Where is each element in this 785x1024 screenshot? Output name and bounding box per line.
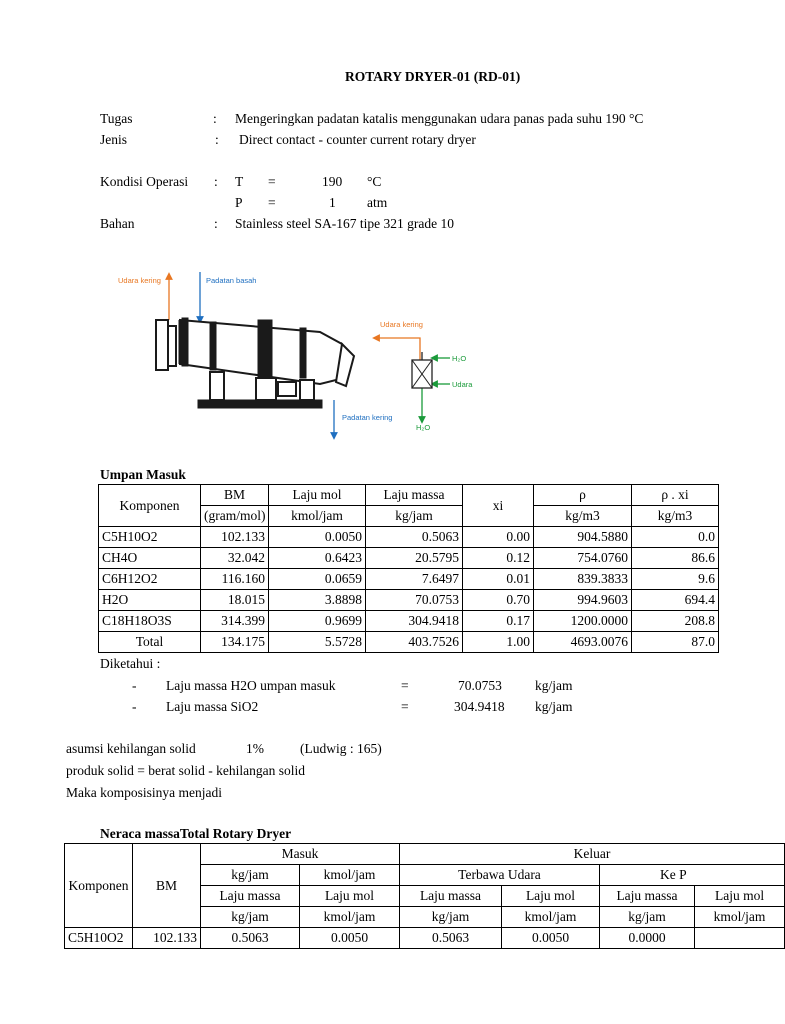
cell-xi: 0.01 (463, 569, 534, 590)
col-masuk: Masuk (201, 844, 400, 865)
col-lajumol: Laju mol (502, 886, 600, 907)
cell-rhoxi: 86.6 (632, 548, 719, 569)
bahan-label: Bahan (100, 216, 135, 231)
col-lajumassa: Laju massa (400, 886, 502, 907)
col-lajumol: Laju mol (269, 485, 366, 506)
cell-rho: 839.3833 (534, 569, 632, 590)
cell-komponen: C5H10O2 (65, 928, 133, 949)
cell-bm: 102.133 (201, 527, 269, 548)
cell-masuk-massa: 0.5063 (201, 928, 300, 949)
cell-komponen: CH4O (99, 548, 201, 569)
cell-rho: 754.0760 (534, 548, 632, 569)
cell-rho: 994.9603 (534, 590, 632, 611)
item-dash: - (132, 678, 137, 693)
cell-mol: 3.8898 (269, 590, 366, 611)
cell-xi: 0.12 (463, 548, 534, 569)
colon: : (215, 132, 219, 147)
table-row (99, 590, 719, 611)
arrow-udara-kering-in (376, 338, 420, 360)
temp-symbol: T (235, 174, 244, 189)
udara-label: Udara (452, 380, 473, 389)
cell-massa: 70.0753 (366, 590, 463, 611)
cell-total-rho: 4693.0076 (534, 632, 632, 653)
table-row (99, 527, 719, 548)
diketahui-label: Diketahui : (100, 656, 161, 671)
page-title: ROTARY DRYER-01 (RD-01) (345, 69, 521, 84)
colon: : (214, 174, 218, 189)
col-bm: BM (201, 485, 269, 506)
bahan-value: Stainless steel SA-167 tipe 321 grade 10 (235, 216, 454, 231)
item-text: Laju massa SiO2 (166, 699, 259, 714)
col-unit-kgjam: kg/jam (400, 907, 502, 928)
cell-ke-p-mol (695, 928, 785, 949)
padatan-basah-label: Padatan basah (206, 276, 257, 285)
colon: : (214, 216, 218, 231)
temp-unit: °C (367, 174, 382, 189)
item-dash: - (132, 699, 137, 714)
table-row (99, 548, 719, 569)
col-lajumol: Laju mol (695, 886, 785, 907)
col-unit-kgjam: kg/jam (201, 907, 300, 928)
total-row (99, 632, 719, 653)
jenis-label: Jenis (100, 132, 127, 147)
jenis-value: Direct contact - counter current rotary dryer (239, 132, 476, 147)
tugas-value: Mengeringkan padatan katalis menggunakan udara panas pada suhu 190 °C (235, 111, 644, 126)
table-row (99, 569, 719, 590)
komposisi-text: Maka komposisinya menjadi (66, 785, 222, 800)
cell-bm: 32.042 (201, 548, 269, 569)
cell-rhoxi: 208.8 (632, 611, 719, 632)
pressure-symbol: P (235, 195, 243, 210)
umpan-heading: Umpan Masuk (100, 467, 186, 482)
cell-bm: 102.133 (133, 928, 201, 949)
cell-ke-p-massa: 0.0000 (600, 928, 695, 949)
cell-total-bm: 134.175 (201, 632, 269, 653)
cell-bm: 116.160 (201, 569, 269, 590)
col-masuk-kmoljam: kmol/jam (300, 865, 400, 886)
col-komponen: Komponen (65, 844, 133, 928)
cell-massa: 20.5795 (366, 548, 463, 569)
cell-massa: 0.5063 (366, 527, 463, 548)
cell-komponen: H2O (99, 590, 201, 611)
pressure-value: 1 (329, 195, 336, 210)
cell-rhoxi: 0.0 (632, 527, 719, 548)
col-rho-unit: kg/m3 (534, 506, 632, 527)
cell-mol: 0.9699 (269, 611, 366, 632)
col-lajumassa: Laju massa (366, 485, 463, 506)
cell-xi: 0.00 (463, 527, 534, 548)
temp-equals: = (268, 174, 276, 189)
pressure-equals: = (268, 195, 276, 210)
col-rhoxi: ρ . xi (632, 485, 719, 506)
item-eq: = (401, 699, 409, 714)
col-lajumassa: Laju massa (201, 886, 300, 907)
item-text: Laju massa H2O umpan masuk (166, 678, 336, 693)
cell-total-mol: 5.5728 (269, 632, 366, 653)
item-eq: = (401, 678, 409, 693)
h2o-bottom-label: H₂O (416, 423, 431, 432)
col-lajumassa: Laju massa (600, 886, 695, 907)
cell-mol: 0.6423 (269, 548, 366, 569)
col-lajumassa-unit: kg/jam (366, 506, 463, 527)
cell-komponen: C18H18O3S (99, 611, 201, 632)
cell-terbawa-massa: 0.5063 (400, 928, 502, 949)
cell-komponen: C5H10O2 (99, 527, 201, 548)
tugas-label: Tugas (100, 111, 133, 126)
col-lajumol-unit: kmol/jam (269, 506, 366, 527)
padatan-kering-label: Padatan kering (342, 413, 393, 422)
rotary-dryer-diagram (110, 260, 473, 440)
cell-rho: 1200.0000 (534, 611, 632, 632)
col-unit-kmoljam: kmol/jam (300, 907, 400, 928)
colon: : (213, 111, 217, 126)
cell-rhoxi: 694.4 (632, 590, 719, 611)
pressure-unit: atm (367, 195, 388, 210)
cell-komponen: C6H12O2 (99, 569, 201, 590)
col-rho: ρ (534, 485, 632, 506)
cell-massa: 7.6497 (366, 569, 463, 590)
col-bm-unit: (gram/mol) (201, 506, 269, 527)
col-bm: BM (133, 844, 201, 928)
item-value: 304.9418 (454, 699, 505, 714)
neraca-table (64, 843, 785, 949)
cell-bm: 314.399 (201, 611, 269, 632)
cell-xi: 0.17 (463, 611, 534, 632)
table-row (65, 928, 785, 949)
neraca-heading: Neraca massaTotal Rotary Dryer (100, 826, 292, 841)
rotary-drum-icon (156, 318, 354, 408)
col-ke-p: Ke P (600, 865, 785, 886)
umpan-table (98, 484, 719, 653)
cell-rhoxi: 9.6 (632, 569, 719, 590)
item-value: 70.0753 (458, 678, 502, 693)
cell-xi: 0.70 (463, 590, 534, 611)
col-lajumol: Laju mol (300, 886, 400, 907)
udara-kering-top-label: Udara kering (118, 276, 161, 285)
cell-total-rhoxi: 87.0 (632, 632, 719, 653)
produk-solid-text: produk solid = berat solid - kehilangan solid (66, 763, 305, 778)
cell-rho: 904.5880 (534, 527, 632, 548)
col-unit-kmoljam: kmol/jam (502, 907, 600, 928)
cell-masuk-mol: 0.0050 (300, 928, 400, 949)
asumsi-reference: (Ludwig : 165) (300, 741, 382, 756)
air-heater-icon (412, 352, 432, 388)
udara-kering-right-label: Udara kering (380, 320, 423, 329)
cell-massa: 304.9418 (366, 611, 463, 632)
item-unit: kg/jam (535, 699, 573, 714)
cell-total-label: Total (99, 632, 201, 653)
col-xi: xi (463, 485, 534, 527)
col-rhoxi-unit: kg/m3 (632, 506, 719, 527)
cell-total-massa: 403.7526 (366, 632, 463, 653)
kondisi-label: Kondisi Operasi (100, 174, 189, 189)
table-row (99, 611, 719, 632)
col-terbawa-udara: Terbawa Udara (400, 865, 600, 886)
cell-terbawa-mol: 0.0050 (502, 928, 600, 949)
cell-mol: 0.0050 (269, 527, 366, 548)
temp-value: 190 (322, 174, 343, 189)
cell-total-xi: 1.00 (463, 632, 534, 653)
col-masuk-kgjam: kg/jam (201, 865, 300, 886)
col-keluar: Keluar (400, 844, 785, 865)
cell-bm: 18.015 (201, 590, 269, 611)
asumsi-text: asumsi kehilangan solid (66, 741, 196, 756)
cell-mol: 0.0659 (269, 569, 366, 590)
col-unit-kgjam: kg/jam (600, 907, 695, 928)
h2o-top-label: H₂O (452, 354, 467, 363)
col-komponen: Komponen (99, 485, 201, 527)
col-unit-kmoljam: kmol/jam (695, 907, 785, 928)
item-unit: kg/jam (535, 678, 573, 693)
asumsi-percent: 1% (246, 741, 264, 756)
